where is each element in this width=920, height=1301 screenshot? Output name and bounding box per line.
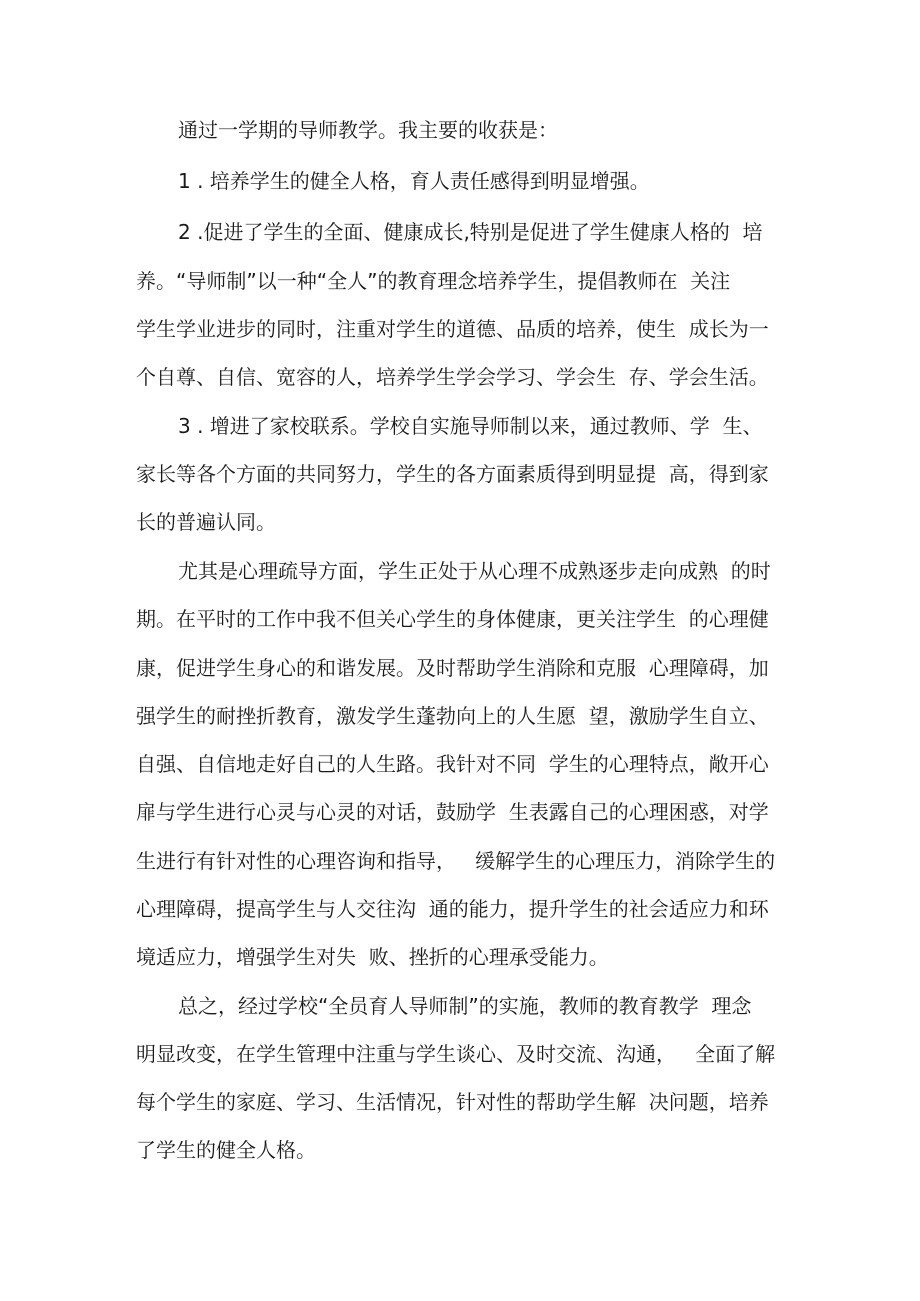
paragraph-point-3-line-2 bbox=[0, 459, 920, 489]
text: 生进行有针对性的心理咨询和指导， 缓解学生的心理压力，消除学生的 bbox=[136, 849, 776, 873]
text: 通过一学期的导师教学。我主要的收获是： bbox=[178, 118, 558, 142]
text: 长的普遍认同。 bbox=[136, 510, 276, 534]
paragraph-point-2-line-2 bbox=[0, 266, 920, 296]
paragraph-point-2-line-3 bbox=[0, 314, 920, 344]
text: 了学生的健全人格。 bbox=[136, 1138, 316, 1162]
text: 1 . 培养学生的健全人格，育人责任感得到明显增强。 bbox=[178, 169, 650, 193]
text: 个自尊、自信、宽容的人，培养学生学会学习、学会生 存、学会生活。 bbox=[136, 365, 769, 389]
paragraph-point-2-line-1 bbox=[0, 217, 920, 247]
paragraph-psychology-line-4 bbox=[0, 701, 920, 731]
paragraph-psychology-line-2 bbox=[0, 604, 920, 634]
text: 总之，经过学校“全员育人导师制”的实施，教师的教育教学 理念 bbox=[178, 994, 752, 1018]
text: 明显改变，在学生管理中注重与学生谈心、及时交流、沟通， 全面了解 bbox=[136, 1042, 776, 1066]
paragraph-psychology-line-3 bbox=[0, 653, 920, 683]
text: 强学生的耐挫折教育，激发学生蓬勃向上的人生愿 望，激励学生自立、 bbox=[136, 704, 769, 728]
text: 学生学业进步的同时，注重对学生的道德、品质的培养，使生 成长为一 bbox=[136, 317, 769, 341]
paragraph-conclusion-line-4 bbox=[0, 1135, 920, 1165]
paragraph-point-2-line-4 bbox=[0, 362, 920, 392]
text: 尤其是心理疏导方面，学生正处于从心理不成熟逐步走向成熟 的时 bbox=[178, 559, 771, 583]
paragraph-psychology-line-7 bbox=[0, 846, 920, 876]
paragraph-psychology-line-1 bbox=[0, 556, 920, 586]
text: 期。在平时的工作中我不但关心学生的身体健康，更关注学生 的心理健 bbox=[136, 607, 769, 631]
paragraph-intro-line-1 bbox=[0, 115, 920, 145]
paragraph-conclusion-line-2 bbox=[0, 1039, 920, 1069]
paragraph-psychology-line-8 bbox=[0, 894, 920, 924]
paragraph-point-3-line-3 bbox=[0, 507, 920, 537]
paragraph-point-3-line-1 bbox=[0, 411, 920, 441]
paragraph-psychology-line-5 bbox=[0, 749, 920, 779]
text: 每个学生的家庭、学习、生活情况，针对性的帮助学生解 决问题，培养 bbox=[136, 1090, 769, 1114]
text: 境适应力，增强学生对失 败、挫折的心理承受能力。 bbox=[136, 945, 609, 969]
text: 自强、自信地走好自己的人生路。我针对不同 学生的心理特点，敞开心 bbox=[136, 752, 769, 776]
text: 养。“导师制”以一种“全人”的教育理念培养学生，提倡教师在 关注 bbox=[136, 269, 731, 293]
text: 心理障碍，提高学生与人交往沟 通的能力，提升学生的社会适应力和环 bbox=[136, 897, 769, 921]
paragraph-psychology-line-9 bbox=[0, 942, 920, 972]
text: 康，促进学生身心的和谐发展。及时帮助学生消除和克服 心理障碍，加 bbox=[136, 656, 769, 680]
paragraph-point-1-line-1 bbox=[0, 166, 920, 196]
paragraph-conclusion-line-3 bbox=[0, 1087, 920, 1117]
text: 家长等各个方面的共同努力，学生的各方面素质得到明显提 高，得到家 bbox=[136, 462, 769, 486]
text: 2 .促进了学生的全面、健康成长,特别是促进了学生健康人格的 培 bbox=[178, 220, 763, 244]
text: 3 . 增进了家校联系。学校自实施导师制以来，通过教师、学 生、 bbox=[178, 414, 763, 438]
paragraph-conclusion-line-1 bbox=[0, 991, 920, 1021]
text: 扉与学生进行心灵与心灵的对话，鼓励学 生表露自己的心理困惑，对学 bbox=[136, 800, 769, 824]
paragraph-psychology-line-6 bbox=[0, 797, 920, 827]
